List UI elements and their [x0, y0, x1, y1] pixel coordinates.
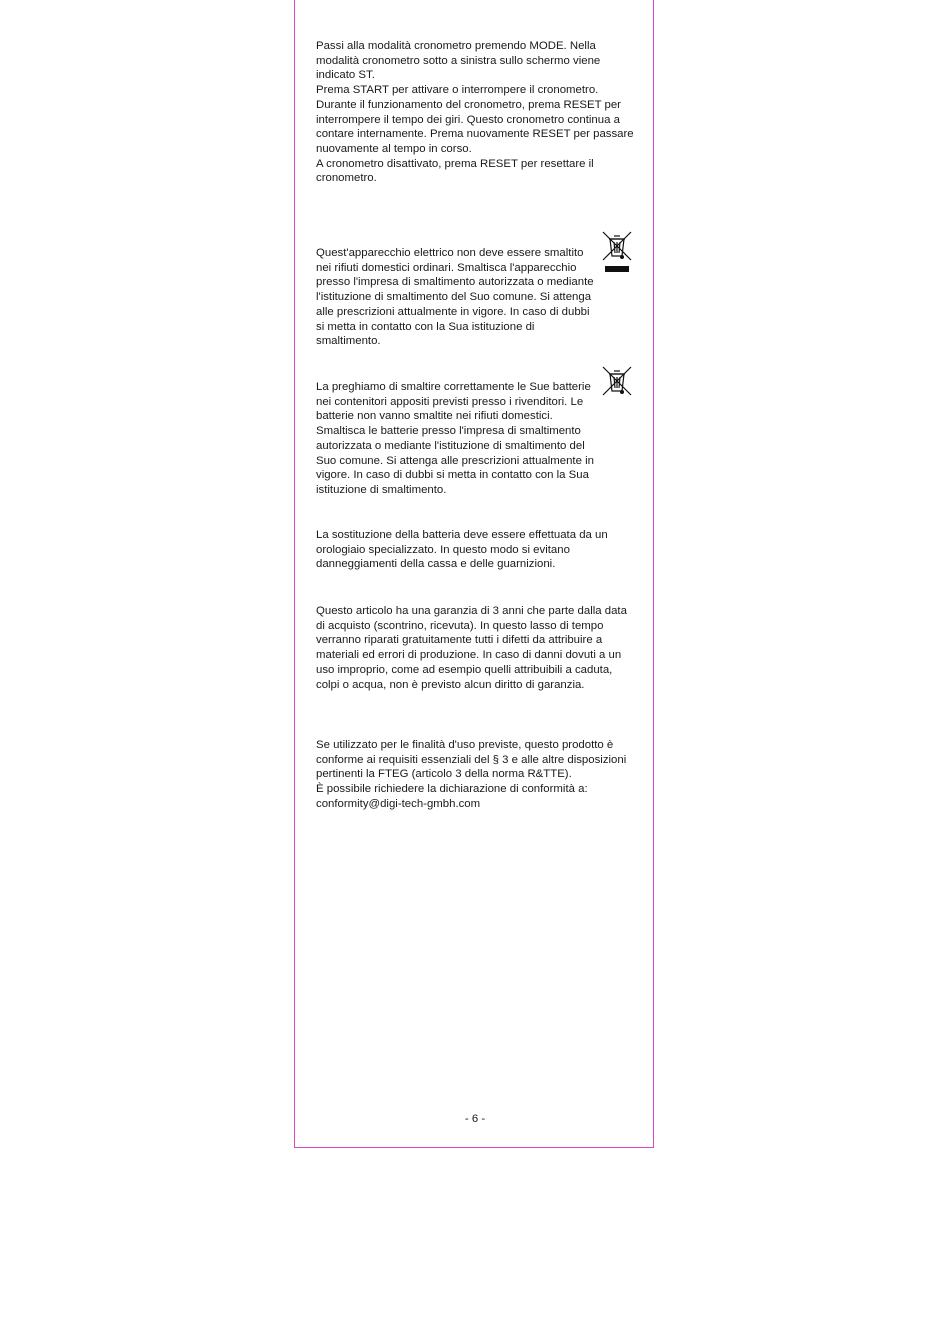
device-disposal-section: [316, 246, 634, 349]
warranty-text: Questo articolo ha una garanzia di 3 anni che parte dalla data di acquisto (scontrino, ricevuta). In questo lasso di tempo verranno riparati gratuitamente tutti i difetti da attribuire a materiali ed errori di produzione. In caso di danni dovuti a un uso improprio, come ad esempio quelli attribuibili a caduta, colpi o acqua, non è previsto alcun diritto di garanzia.: [316, 605, 627, 691]
conformity-contact: È possibile richiedere la dichiarazione di conformità a: conformity@digi-tech-gmbh.com: [316, 783, 588, 810]
battery-replacement-text: La sostituzione della batteria deve essere effettuata da un orologiaio specializzato. In questo modo si evitano danneggiamenti della cassa e delle guarnizioni.: [316, 529, 608, 571]
device-disposal-text: Quest'apparecchio elettrico non deve essere smaltito nei rifiuti domestici ordinari. Smaltisca l'apparecchio presso l'impresa di smaltimento autorizzata o mediante l'istituzione di smaltimento del Suo comune. Si attenga alle prescrizioni attualmente in vigore. In caso di dubbi si metta in contatto con la Sua istituzione di smaltimento.: [316, 247, 594, 348]
page-number: - 6 -: [464, 1113, 486, 1125]
stopwatch-paragraph-start: Prema START per attivare o interrompere il cronometro.: [316, 84, 599, 97]
crossed-out-bin-icon: [601, 365, 633, 397]
battery-disposal-section: [316, 380, 634, 498]
crossed-out-wheelie-bin-icon: [601, 230, 633, 274]
stopwatch-paragraph-disabled: A cronometro disattivato, prema RESET per resettare il cronometro.: [316, 157, 594, 185]
stopwatch-section: [316, 39, 634, 186]
conformity-section: [316, 738, 634, 812]
battery-disposal-text: La preghiamo di smaltire correttamente le Sue batterie nei contenitori appositi previsti presso i rivenditori. Le batterie non vanno smaltite nei rifiuti domestici. Smaltisca le batterie presso l'impresa di smaltimento autorizzata o mediante l'istituzione di smaltimento del Suo comune. Si attenga alle prescrizioni attualmente in vigore. In caso di dubbi si metta in contatto con la Sua istituzione di smaltimento.: [316, 381, 594, 496]
warranty-section: [316, 604, 634, 692]
battery-replacement-section: [316, 528, 634, 572]
stopwatch-paragraph-mode: Passi alla modalità cronometro premendo MODE. Nella modalità cronometro sotto a sinistra sullo schermo viene indicato ST.: [316, 40, 601, 82]
stopwatch-paragraph-reset: Durante il funzionamento del cronometro, prema RESET per interrompere il tempo dei giri. Questo cronometro continua a contare internamente. Prema nuovamente RESET per passare nuovamente al tempo in corso.: [316, 98, 634, 155]
conformity-statement: Se utilizzato per le finalità d'uso previste, questo prodotto è conforme ai requisiti essenziali del § 3 e alle altre disposizioni pertinenti la FTEG (articolo 3 della norma R&TTE).: [316, 739, 627, 781]
